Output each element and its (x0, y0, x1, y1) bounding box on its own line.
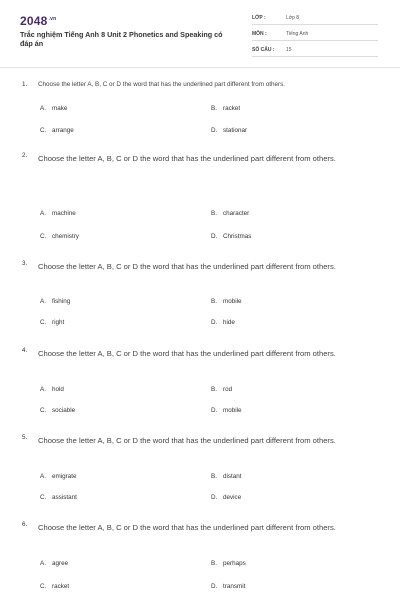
question-text: Choose the letter A, B, C or D the word that has the underlined part different from others. (38, 436, 336, 445)
option-letter: A. (40, 298, 46, 305)
option-letter: B. (211, 560, 217, 567)
option-d[interactable] (211, 319, 235, 326)
option-letter: A. (40, 386, 46, 393)
question-text: Choose the letter A, B, C or D the word that has the underlined part different from others. (38, 81, 285, 88)
option-text: emigrate (52, 473, 77, 480)
option-text: agree (52, 560, 69, 567)
option-text: device (223, 494, 242, 501)
option-text: arrange (52, 127, 74, 134)
option-text: transmit (223, 583, 246, 590)
option-text: mobile (223, 407, 242, 414)
option-text: character (223, 210, 250, 217)
option-b[interactable] (211, 473, 242, 480)
option-c[interactable] (40, 583, 69, 590)
option-letter: C. (40, 583, 47, 590)
option-letter: B. (211, 473, 217, 480)
option-text: assistant (52, 494, 77, 501)
option-letter: A. (40, 560, 46, 567)
meta-subject-row (252, 28, 378, 41)
option-text: sociable (52, 407, 76, 414)
question-number: 6. (22, 521, 28, 528)
option-text: perhaps (223, 560, 246, 567)
option-letter: B. (211, 298, 217, 305)
site-logo[interactable] (20, 14, 56, 28)
option-letter: B. (211, 210, 217, 217)
option-text: fishing (52, 298, 71, 305)
option-d[interactable] (211, 407, 242, 414)
option-a[interactable] (40, 105, 67, 112)
logo-suffix: .vn (48, 16, 57, 22)
option-text: racket (52, 583, 70, 590)
option-letter: D. (211, 127, 218, 134)
meta-count-row (252, 44, 378, 57)
option-b[interactable] (211, 105, 240, 112)
option-b[interactable] (211, 298, 242, 305)
logo-text: 2048 (20, 14, 48, 28)
option-b[interactable] (211, 386, 232, 393)
option-letter: C. (40, 233, 47, 240)
option-letter: A. (40, 210, 46, 217)
option-a[interactable] (40, 298, 70, 305)
option-letter: C. (40, 494, 47, 501)
question-text: Choose the letter A, B, C or D the word that has the underlined part different from others. (38, 154, 336, 163)
option-letter: C. (40, 407, 47, 414)
option-d[interactable] (211, 127, 247, 134)
option-c[interactable] (40, 127, 74, 134)
option-text: rod (223, 386, 233, 393)
document-header (0, 0, 400, 68)
option-text: mobile (223, 298, 242, 305)
option-letter: D. (211, 319, 218, 326)
question-number: 1. (22, 81, 28, 88)
option-letter: D. (211, 583, 218, 590)
option-c[interactable] (40, 233, 79, 240)
option-letter: B. (211, 386, 217, 393)
option-b[interactable] (211, 560, 246, 567)
option-a[interactable] (40, 386, 64, 393)
option-letter: A. (40, 105, 46, 112)
option-c[interactable] (40, 319, 64, 326)
meta-subject-label: MÔN : (252, 31, 267, 37)
option-text: right (52, 319, 65, 326)
meta-subject-value: Tiếng Anh (286, 31, 309, 37)
option-d[interactable] (211, 494, 241, 501)
option-a[interactable] (40, 473, 77, 480)
meta-class-value: Lớp 8 (286, 15, 300, 21)
option-text: make (52, 105, 68, 112)
option-d[interactable] (211, 233, 251, 240)
option-d[interactable] (211, 583, 245, 590)
option-c[interactable] (40, 407, 75, 414)
question-number: 2. (22, 152, 28, 159)
option-letter: A. (40, 473, 46, 480)
option-letter: B. (211, 105, 217, 112)
question-text: Choose the letter A, B, C or D the word that has the underlined part different from others. (38, 262, 336, 271)
option-text: stationar (223, 127, 248, 134)
option-text: machine (52, 210, 76, 217)
question-text: Choose the letter A, B, C or D the word that has the underlined part different from others. (38, 523, 336, 532)
question-text: Choose the letter A, B, C or D the word that has the underlined part different from others. (38, 349, 336, 358)
option-letter: D. (211, 494, 218, 501)
meta-count-value: 15 (286, 47, 292, 53)
meta-class-label: LỚP : (252, 15, 266, 21)
question-number: 4. (22, 347, 28, 354)
option-letter: D. (211, 233, 218, 240)
option-letter: C. (40, 127, 47, 134)
header-divider (0, 67, 400, 68)
option-text: chemistry (52, 233, 79, 240)
question-number: 5. (22, 434, 28, 441)
option-c[interactable] (40, 494, 77, 501)
meta-class-row (252, 12, 378, 25)
meta-count-label: SỐ CÂU : (252, 47, 275, 53)
option-text: racket (223, 105, 241, 112)
option-text: hide (223, 319, 235, 326)
option-a[interactable] (40, 210, 76, 217)
question-number: 3. (22, 260, 28, 267)
document-title: Trắc nghiệm Tiếng Anh 8 Unit 2 Phonetics and Speaking có đáp án (20, 30, 223, 48)
option-text: Christmas (223, 233, 252, 240)
option-text: hold (52, 386, 64, 393)
option-letter: D. (211, 407, 218, 414)
option-letter: C. (40, 319, 47, 326)
option-b[interactable] (211, 210, 249, 217)
option-a[interactable] (40, 560, 68, 567)
option-text: distant (223, 473, 242, 480)
